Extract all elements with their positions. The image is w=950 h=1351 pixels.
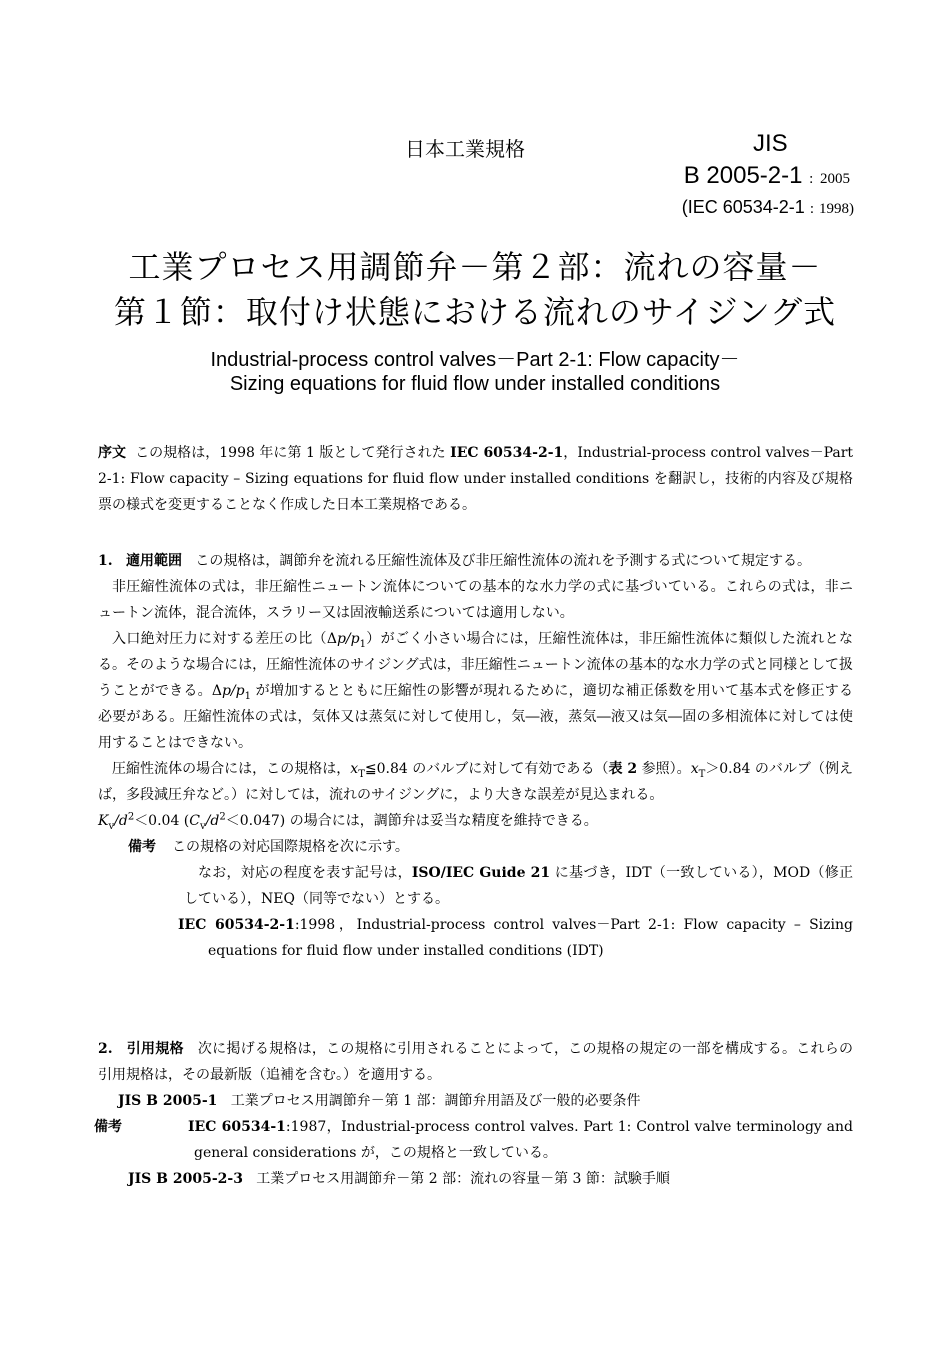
- title-ja-line1: 工業プロセス用調節弁－第２部：流れの容量－: [128, 249, 822, 285]
- iec-correspondence: [682, 197, 854, 218]
- title-ja-line2: 第１節：取付け状態における流れのサイジング式: [113, 294, 837, 330]
- section-2-number: 2.: [98, 1041, 113, 1057]
- p4-T-2: T: [698, 768, 706, 780]
- section-2: [94, 1036, 854, 1192]
- ref2-text: 工業プロセス用調節弁－第 2 部：流れの容量－第 3 節：試験手順: [256, 1171, 670, 1187]
- section-1-note-2: [98, 860, 853, 912]
- p5-text-a: ＜0.04 (: [134, 813, 190, 829]
- p5-d-2: /d: [205, 813, 220, 829]
- p5-sup: 2: [127, 811, 135, 823]
- section-1-paragraph-1: [98, 548, 853, 574]
- p5-sup-2: 2: [219, 811, 226, 823]
- section-1-number: 1.: [98, 553, 113, 569]
- standard-number-code: B 2005-2-1: [683, 162, 803, 189]
- standard-number-colon: :: [809, 171, 814, 187]
- preface-paragraph: [98, 440, 853, 518]
- section-1-paragraph-5: [98, 808, 853, 834]
- p5-C: C: [189, 813, 200, 829]
- p4-x: x: [350, 761, 359, 777]
- title-en-line1: Industrial-process control valves－Part 2-1: Flow capacity－: [210, 349, 740, 371]
- section-2-heading: 引用規格: [126, 1041, 184, 1057]
- section-1-paragraph-2: 非圧縮性流体の式は，非圧縮性ニュートン流体についての基本的な水力学の式に基づいている。これらの式は，非ニュートン流体，混合流体，スラリー又は固液輸送系については適用しない。: [98, 579, 853, 621]
- title-en-line2: Sizing equations for fluid flow under installed conditions: [229, 373, 721, 395]
- ref2-code: JIS B 2005-2-3: [128, 1171, 243, 1187]
- reference-iec-code: IEC 60534-2-1: [178, 917, 295, 933]
- p3-var: p/p: [336, 631, 360, 647]
- section-2-ref-1: [98, 1088, 853, 1114]
- p3-text-b: ）がごく小さい場合には，圧縮性流体は，非圧縮性流体に類似した流れとなる。そのような場合には，圧縮性流体のサイジング式は，非圧縮性ニュートン流体の基本的な水力学の式と同様として扱うことができる。Δ: [98, 631, 853, 699]
- section-2-note: [94, 1114, 854, 1166]
- p3-var-2: p/p: [221, 683, 245, 699]
- section-2-text-1: 次に掲げる規格は，この規格に引用されることによって，この規格の規定の一部を構成する。これらの引用規格は，その最新版（追補を含む。）を適用する。: [98, 1041, 854, 1083]
- standard-year: 2005: [820, 171, 850, 187]
- preface-text-b: ，Industrial-process control valves－Part 2-1: Flow capacity – Sizing equations for fluid flow under installed conditions を翻訳し，技術的内容及び規格票の様式を変更することなく作成した日本工業規格である。: [98, 445, 854, 513]
- section-1-note: [98, 834, 853, 860]
- iec-number: (IEC 60534-2-1: [681, 197, 805, 217]
- ref1-code: JIS B 2005-1: [118, 1093, 218, 1109]
- preface-block: [98, 440, 853, 518]
- section-1-heading: 適用範囲: [125, 553, 182, 569]
- section-1-paragraph-3: [98, 626, 853, 756]
- section-1-note-text: この規格の対応国際規格を次に示す。: [172, 839, 409, 855]
- ref1-text: 工業プロセス用調節弁－第 1 部：調節弁用語及び一般的必要条件: [230, 1093, 641, 1109]
- note2-text-b: に基づき，IDT（一致している），MOD（修正している），NEQ（同等でない）とする。: [184, 865, 853, 907]
- p3-text-a: 入口絶対圧力に対する差圧の比（Δ: [112, 631, 337, 647]
- preface-iec-ref: IEC 60534-2-1: [450, 445, 564, 461]
- jis-mark: JIS: [753, 130, 788, 157]
- p5-v: v: [108, 820, 115, 832]
- section-1-paragraph-4: [98, 756, 853, 808]
- section-1-text-1: この規格は，調節弁を流れる圧縮性流体及び非圧縮性流体の流れを予測する式について規定する。: [195, 553, 812, 569]
- iec-year: 1998): [819, 201, 854, 217]
- p5-d: /d: [114, 813, 128, 829]
- p4-text-b: ≦0.84 のバルブに対して有効である（: [364, 761, 609, 777]
- p4-T: T: [358, 768, 365, 780]
- iec-colon: :: [809, 201, 814, 217]
- p4-table-ref: 表 2: [608, 761, 638, 777]
- p5-K: K: [98, 813, 109, 829]
- p5-text-b: ＜0.047) の場合には，調節弁は妥当な精度を維持できる。: [225, 813, 598, 829]
- p4-text-d: ＞0.84 のバルブ（例えば，多段減圧弁など。）に対しては，流れのサイジングに，より大きな誤差が見込まれる。: [98, 761, 854, 803]
- standard-number: [684, 162, 850, 190]
- section-2-ref-2: [98, 1166, 853, 1192]
- section-1-note-label: 備考: [128, 839, 156, 855]
- note2-guide: ISO/IEC Guide 21: [411, 865, 551, 881]
- section-2-note-code: IEC 60534-1: [188, 1119, 286, 1135]
- section-2-note-text: :1987，Industrial-process control valves. Part 1: Control valve terminology and general considerations が，この規格と一致している。: [194, 1119, 854, 1161]
- section-2-paragraph-1: [98, 1036, 853, 1088]
- preface-label: 序文: [98, 445, 127, 461]
- preface-text-a: この規格は，1998 年に第 1 版として発行された: [135, 445, 451, 461]
- p4-x-2: x: [690, 761, 699, 777]
- p4-text-c: 参照）。: [637, 761, 691, 777]
- section-1: [98, 548, 853, 964]
- p3-text-c: が増加するとともに圧縮性の影響が現れるために，適切な補正係数を用いて基本式を修正する必要がある。圧縮性流体の式は，気体又は蒸気に対して使用し，気―液，蒸気―液又は気―固の多相流体に対しては使用することはできない。: [98, 683, 853, 751]
- reference-iec-text: :1998，Industrial-process control valves－Part 2-1: Flow capacity – Sizing equations for fluid flow under installed conditions (IDT): [208, 917, 853, 959]
- p5-v-2: v: [200, 820, 206, 832]
- note2-text-a: なお，対応の程度を表す記号は，: [198, 865, 412, 881]
- p4-text-a: 圧縮性流体の場合には，この規格は，: [112, 761, 351, 777]
- p3-sub-2: 1: [244, 690, 251, 702]
- section-2-note-label: 備考: [94, 1119, 122, 1135]
- p3-sub: 1: [359, 638, 366, 650]
- standard-name-ja: 日本工業規格: [405, 139, 525, 161]
- section-1-reference: [98, 912, 853, 964]
